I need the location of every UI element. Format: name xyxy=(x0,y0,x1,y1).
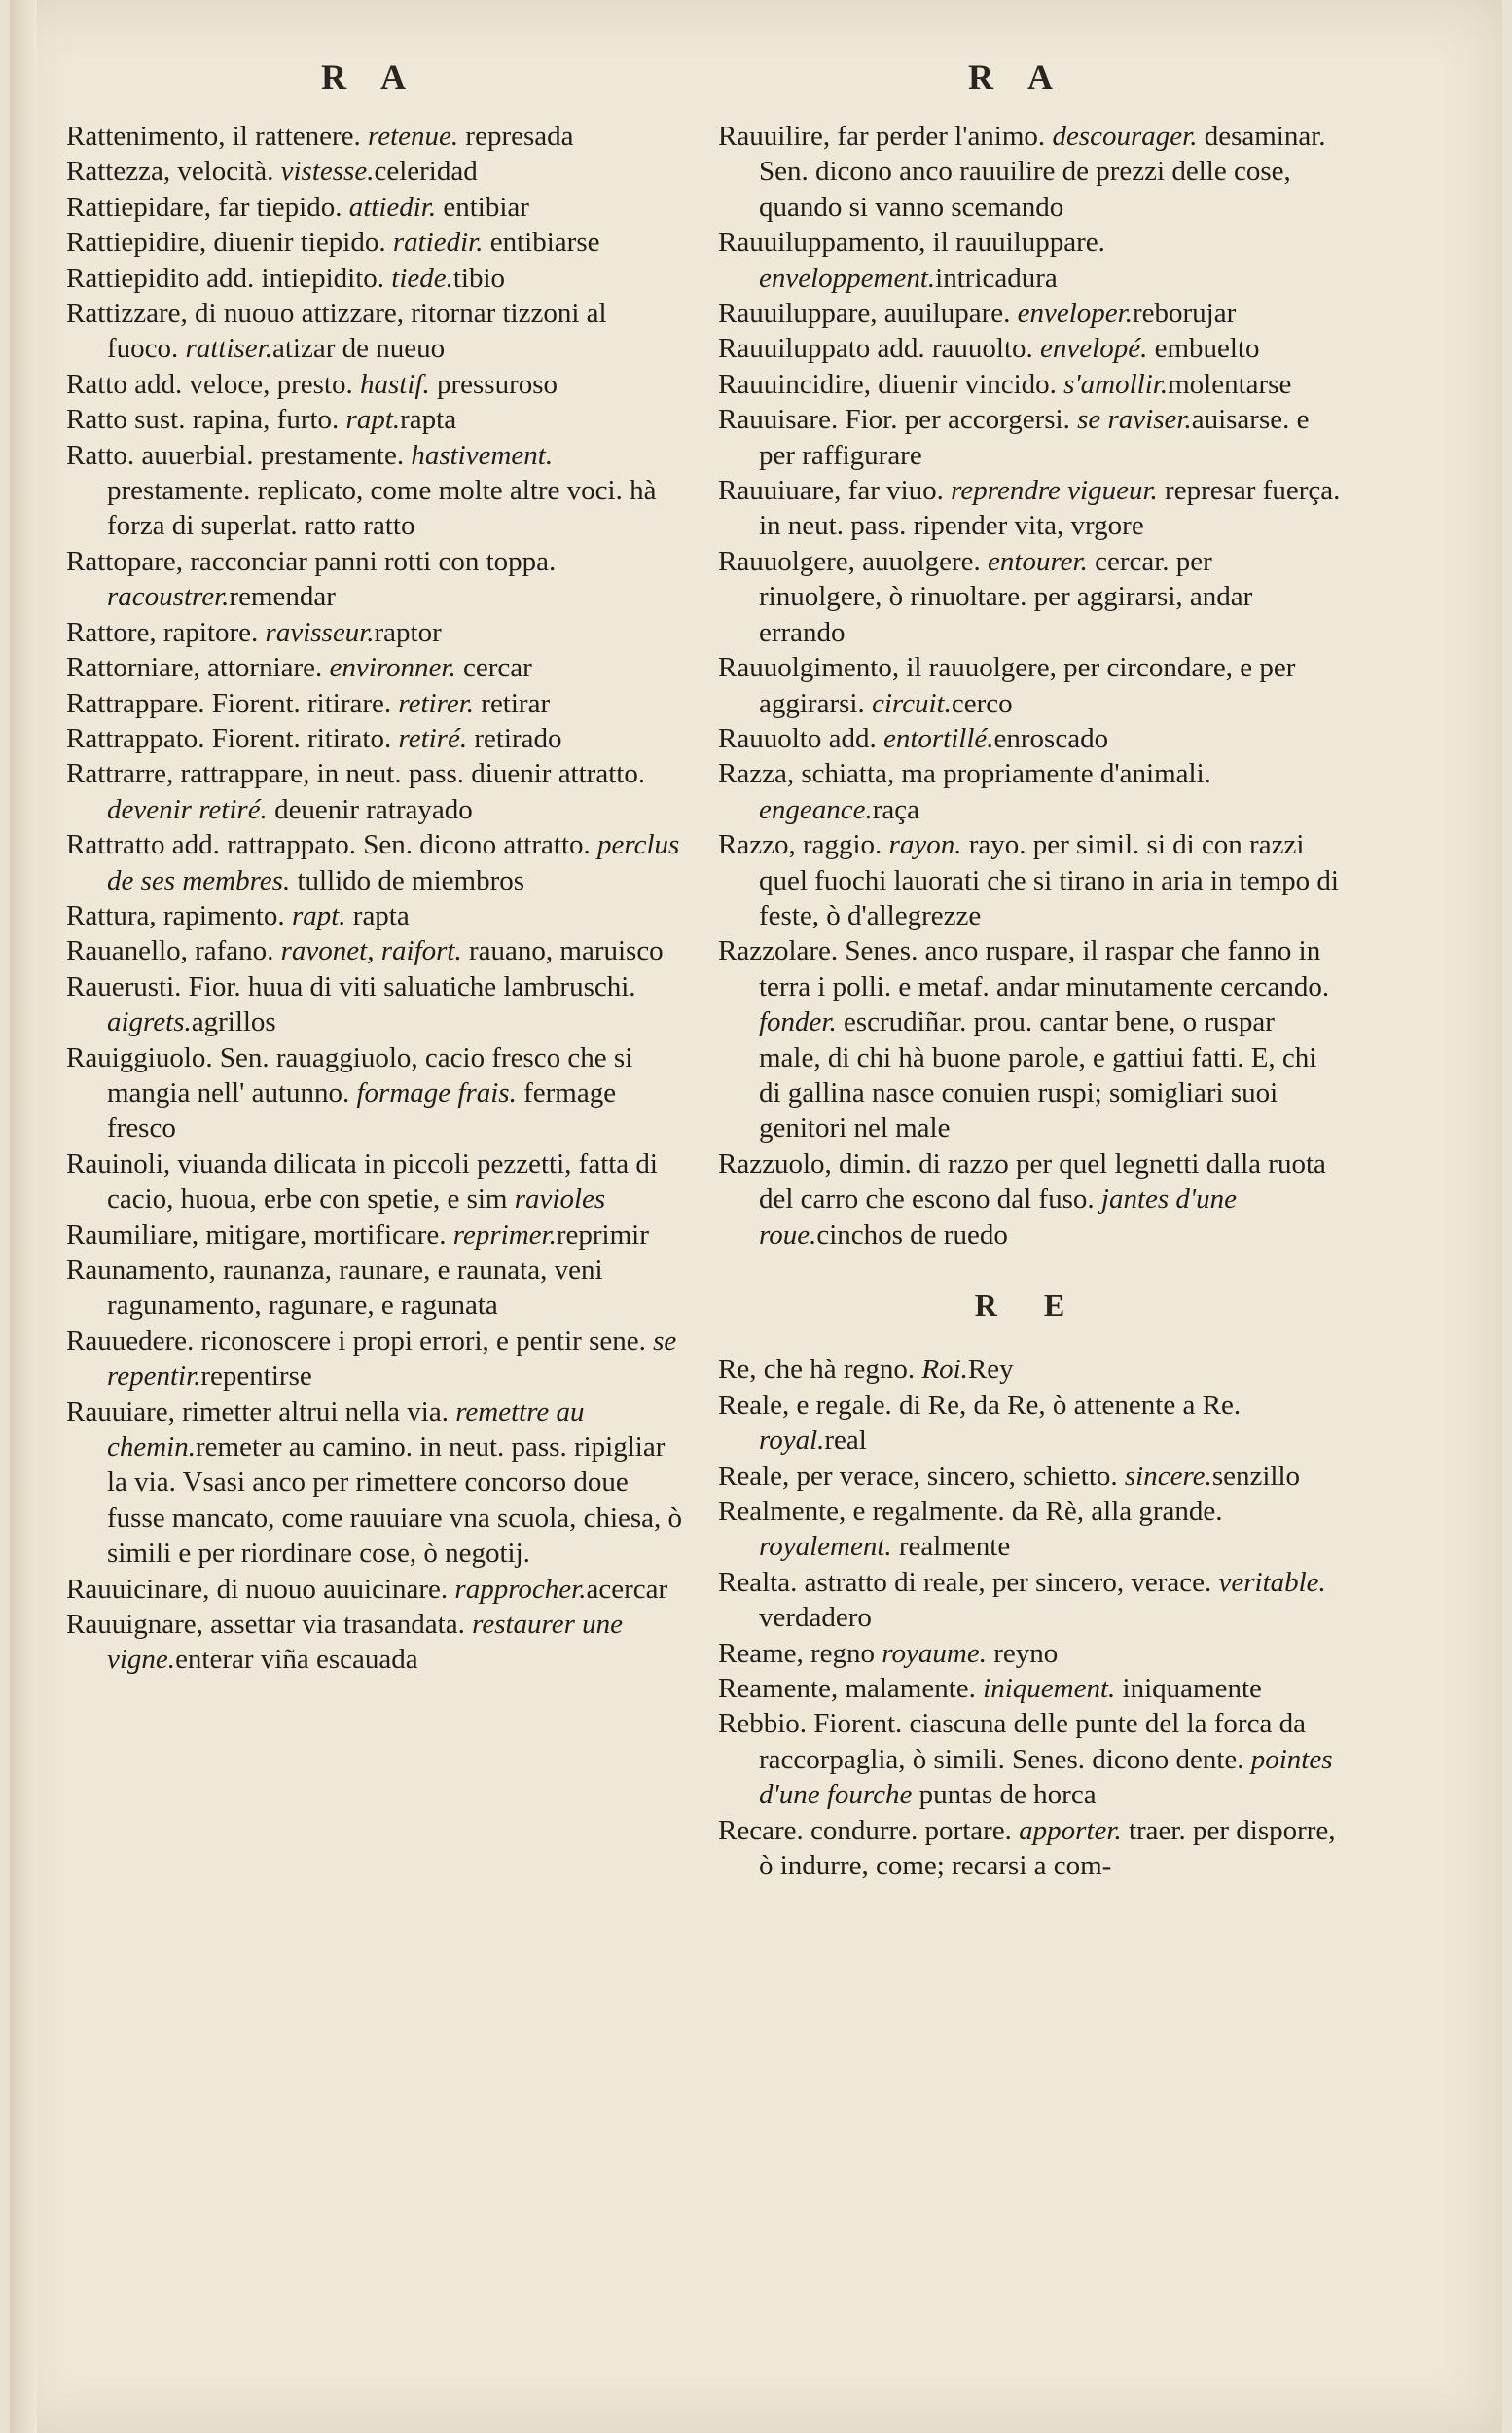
dictionary-entry xyxy=(66,933,685,968)
dictionary-entry xyxy=(66,544,685,615)
entry-gloss-text: senzillo xyxy=(1211,1460,1301,1492)
entry-headword-text: Rauuiluppamento, il rauuiluppare. xyxy=(718,227,1105,259)
dictionary-entry xyxy=(718,1636,1341,1671)
french-gloss: rayon. xyxy=(888,829,962,861)
entry-headword-text: Rauiggiuolo. Sen. rauaggiuolo, cacio fresco che si mangia nell' autunno. xyxy=(66,1041,633,1108)
entry-gloss-text: raptor xyxy=(374,616,442,648)
french-gloss: pointes d'une fourche xyxy=(759,1743,1333,1811)
french-gloss: royaume. xyxy=(882,1637,987,1669)
dictionary-entry xyxy=(66,190,685,225)
entry-headword-text: Reamente, malamente. xyxy=(718,1673,984,1705)
left-column xyxy=(66,119,685,1678)
entry-gloss-text: enroscado xyxy=(993,722,1109,754)
dictionary-entry xyxy=(66,119,685,154)
entry-headword-text: Razzo, raggio. xyxy=(718,829,889,861)
dictionary-entry xyxy=(66,1217,685,1253)
entry-gloss-text: real xyxy=(824,1425,867,1457)
entry-gloss-text: reyno xyxy=(986,1637,1059,1669)
entry-gloss-text: reborujar xyxy=(1133,298,1237,330)
entry-headword-text: Razza, schiatta, ma propriamente d'animali. xyxy=(718,758,1211,790)
dictionary-entry xyxy=(66,650,685,685)
french-gloss: formage frais. xyxy=(356,1076,517,1108)
entry-gloss-text: rayo. per simil. si di con razzi quel fuochi lauorati che si tirano in aria in tempo di feste, ò d'allegrezze xyxy=(759,829,1339,931)
dictionary-entry xyxy=(718,331,1341,366)
entry-headword-text: Rattrarre, rattrappare, in neut. pass. diuenir attratto. xyxy=(66,758,646,790)
entry-headword-text: Rauuiuare, far viuo. xyxy=(718,475,952,507)
entry-headword-text: Recare. condurre. portare. xyxy=(718,1814,1020,1846)
dictionary-entry xyxy=(718,650,1341,721)
entry-headword-text: Rauuedere. riconoscere i propi errori, e pentir sene. xyxy=(66,1325,654,1357)
entry-headword-text: Rauinoli, viuanda dilicata in piccoli pezzetti, fatta di cacio, huoua, erbe con spetie, e sim xyxy=(66,1147,658,1216)
french-gloss: retenue. xyxy=(368,121,459,152)
entry-headword-text: Rattrappare. Fiorent. ritirare. xyxy=(66,687,399,719)
dictionary-entry xyxy=(66,1572,685,1607)
french-gloss: rapt. xyxy=(345,404,401,436)
entry-gloss-text: repentirse xyxy=(200,1361,312,1393)
entry-headword-text: Reale, e regale. di Re, da Re, ò attenente a Re. xyxy=(718,1389,1242,1421)
french-gloss: se raviser. xyxy=(1077,404,1192,436)
dictionary-entry xyxy=(718,1813,1341,1884)
french-gloss: engeance. xyxy=(759,793,873,825)
dictionary-entry xyxy=(66,615,685,650)
entry-headword-text: Rauuiare, rimetter altrui nella via. xyxy=(66,1396,456,1428)
entry-headword-text: Raunamento, raunanza, raunare, e raunata, veni ragunamento, ragunare, e ragunata xyxy=(66,1254,603,1322)
french-gloss: hastivement. xyxy=(411,439,554,471)
french-gloss: devenir retiré. xyxy=(107,793,268,825)
dictionary-entry xyxy=(718,1352,1341,1387)
entry-gloss-text: represar fuerça. in neut. pass. ripender vita, vrgore xyxy=(759,475,1341,542)
dictionary-entry xyxy=(66,402,685,437)
entry-headword-text: Rauuignare, assettar via trasandata. xyxy=(66,1609,473,1641)
dictionary-entry xyxy=(718,1494,1341,1565)
entry-gloss-text: traer. per disporre, ò indurre, come; recarsi a com- xyxy=(759,1814,1336,1882)
french-gloss: hastif. xyxy=(360,368,430,400)
dictionary-entry xyxy=(718,721,1341,756)
french-gloss: remettre au chemin. xyxy=(107,1396,585,1464)
entry-headword-text: Rebbio. Fiorent. ciascuna delle punte del la forca da raccorpaglia, ò simili. Senes. dicono dente. xyxy=(718,1708,1306,1775)
entry-headword-text: Ratto sust. rapina, furto. xyxy=(66,404,346,436)
ra-entries xyxy=(718,119,1341,1253)
entry-headword-text: Re, che hà regno. xyxy=(718,1354,922,1386)
french-gloss: s'amollir. xyxy=(1063,368,1169,400)
french-gloss: aigrets. xyxy=(107,1006,192,1038)
french-gloss: jantes d'une roue. xyxy=(759,1183,1237,1251)
re-entries xyxy=(718,1352,1341,1883)
french-gloss: se repentir. xyxy=(107,1325,677,1393)
entry-headword-text: Reale, per verace, sincero, schietto. xyxy=(718,1460,1125,1492)
entry-gloss-text: agrillos xyxy=(191,1006,276,1038)
dictionary-entry xyxy=(66,1324,685,1395)
french-gloss: racoustrer. xyxy=(107,581,230,613)
entry-headword-text: Rauuolto add. xyxy=(718,722,883,754)
entry-gloss-text: remendar xyxy=(229,581,336,613)
entry-gloss-text: desaminar. Sen. dicono anco rauuilire de prezzi delle cose, quando si vanno scemando xyxy=(759,121,1326,223)
dictionary-entry xyxy=(718,827,1341,933)
dictionary-entry xyxy=(66,827,685,898)
entry-headword-text: Rattore, rapitore. xyxy=(66,616,266,648)
entry-gloss-text: raça xyxy=(872,793,920,825)
entry-headword-text: Rattizzare, di nuouo attizzare, ritornar tizzoni al fuoco. xyxy=(66,298,607,365)
entry-headword-text: Rattura, rapimento. xyxy=(66,899,292,931)
dictionary-entry xyxy=(718,933,1341,1145)
french-gloss: perclus de ses membres. xyxy=(107,829,680,896)
entry-headword-text: Rattiepidire, diuenir tiepido. xyxy=(66,227,393,259)
entry-headword-text: Raumiliare, mitigare, mortificare. xyxy=(66,1218,453,1251)
entry-gloss-text: iniquamente xyxy=(1115,1673,1262,1705)
entry-gloss-text: acercar xyxy=(586,1573,668,1605)
french-gloss: reprimer. xyxy=(452,1218,557,1251)
section-head-re: R E xyxy=(974,1288,1085,1323)
entry-gloss-text: tibio xyxy=(452,262,506,294)
entry-headword-text: Rattenimento, il rattenere. xyxy=(66,121,369,152)
entry-gloss-text: retirado xyxy=(467,722,562,754)
french-gloss: fonder. xyxy=(759,1006,837,1038)
entry-gloss-text: entibiarse xyxy=(483,227,600,259)
entry-gloss-text: atizar de nueuo xyxy=(271,333,446,365)
french-gloss: sincere. xyxy=(1124,1460,1212,1492)
dictionary-entry xyxy=(66,898,685,933)
dictionary-entry xyxy=(66,1253,685,1324)
french-gloss: ratiedir. xyxy=(392,227,484,259)
entry-gloss-text: enterar viña escauada xyxy=(175,1644,418,1676)
entry-gloss-text: fermage fresco xyxy=(107,1076,617,1144)
french-gloss: royalement. xyxy=(759,1531,892,1563)
entry-gloss-text: escrudiñar. prou. cantar bene, o ruspar male, di chi hà buone parole, e gattiui fatti. E, chi di gallina nasce conuien ruspi; somigliari suoi genitori nel male xyxy=(759,1006,1317,1144)
french-gloss: rattiser. xyxy=(185,333,272,365)
running-head-left: R A xyxy=(321,57,420,96)
entry-headword-text: Rauuiluppato add. rauuolto. xyxy=(718,333,1041,365)
entry-gloss-text: verdadero xyxy=(759,1602,872,1634)
dictionary-entry xyxy=(718,402,1341,473)
entry-headword-text: Rattorniare, attorniare. xyxy=(66,652,330,684)
dictionary-entry xyxy=(718,756,1341,827)
entry-gloss-text: cercar xyxy=(455,652,532,684)
dictionary-entry xyxy=(66,1040,685,1146)
french-gloss: veritable. xyxy=(1218,1566,1326,1598)
entry-headword-text: Rauuicinare, di nuouo auuicinare. xyxy=(66,1573,455,1605)
entry-gloss-text: cerco xyxy=(951,687,1013,719)
entry-headword-text: Rauerusti. Fior. huua di viti saluatiche lambruschi. xyxy=(66,970,636,1002)
dictionary-entry xyxy=(718,119,1341,225)
entry-gloss-text: celeridad xyxy=(374,156,478,188)
entry-gloss-text: cinchos de ruedo xyxy=(816,1218,1008,1251)
entry-gloss-text: intricadura xyxy=(935,262,1058,294)
french-gloss: ravisseur. xyxy=(265,616,375,648)
french-gloss: retirer. xyxy=(398,687,475,719)
dictionary-entry xyxy=(718,367,1341,402)
entry-headword-text: Rauuolgere, auuolgere. xyxy=(718,545,989,577)
entry-headword-text: Rattezza, velocità. xyxy=(66,156,281,188)
entry-gloss-text: reprimir xyxy=(556,1218,649,1251)
entry-headword-text: Rattiepidito add. intiepidito. xyxy=(66,262,392,294)
entry-headword-text: Rauuisare. Fior. per accorgersi. xyxy=(718,404,1078,436)
entry-gloss-text: retirar xyxy=(474,687,551,719)
french-gloss: ravonet, raifort. xyxy=(280,935,462,967)
dictionary-entry xyxy=(66,1146,685,1217)
entry-headword-text: Razzolare. Senes. anco ruspare, il raspar che fanno in terra i polli. e metaf. andar minutamente cercando. xyxy=(718,935,1330,1002)
dictionary-entry xyxy=(66,1395,685,1572)
dictionary-entry xyxy=(718,1388,1341,1459)
dictionary-entry xyxy=(718,1671,1341,1706)
entry-gloss-text: rauano, maruisco xyxy=(461,935,664,967)
french-gloss: circuit. xyxy=(871,687,952,719)
dictionary-entry xyxy=(66,756,685,827)
entry-gloss-text: tullido de miembros xyxy=(290,864,525,896)
french-gloss: retiré. xyxy=(398,722,468,754)
entry-gloss-text: deuenir ratrayado xyxy=(267,793,473,825)
french-gloss: entortillé. xyxy=(882,722,994,754)
dictionary-entry xyxy=(66,261,685,296)
entry-headword-text: Rauanello, rafano. xyxy=(66,935,281,967)
french-gloss: descourager. xyxy=(1052,121,1198,152)
dictionary-entry xyxy=(718,1459,1341,1494)
french-gloss: tiede. xyxy=(391,262,453,294)
dictionary-entry xyxy=(718,1146,1341,1253)
entry-headword-text: Ratto. auuerbial. prestamente. xyxy=(66,439,412,471)
french-gloss: environner. xyxy=(329,652,456,684)
dictionary-entry xyxy=(66,225,685,260)
dictionary-page xyxy=(10,0,1502,2433)
dictionary-entry xyxy=(66,154,685,189)
entry-headword-text: Rattrappato. Fiorent. ritirato. xyxy=(66,722,399,754)
entry-headword-text: Rattopare, racconciar panni rotti con toppa. xyxy=(66,545,557,577)
dictionary-entry xyxy=(66,686,685,721)
entry-headword-text: Reame, regno xyxy=(718,1637,882,1669)
dictionary-entry xyxy=(66,721,685,756)
right-column xyxy=(718,119,1341,1884)
entry-headword-text: Rauuiluppare, auuilupare. xyxy=(718,298,1018,330)
entry-headword-text: Rattratto add. rattrappato. Sen. dicono attratto. xyxy=(66,829,598,861)
french-gloss: enveloper. xyxy=(1017,298,1133,330)
french-gloss: ravioles xyxy=(514,1183,606,1216)
entry-headword-text: Rauuolgimento, il rauuolgere, per circondare, e per aggirarsi. xyxy=(718,652,1296,719)
entry-gloss-text: rapta xyxy=(345,899,410,931)
french-gloss: rapprocher. xyxy=(454,1573,587,1605)
dictionary-entry xyxy=(718,1706,1341,1812)
entry-gloss-text: rapta xyxy=(400,404,457,436)
dictionary-entry xyxy=(66,969,685,1040)
entry-headword-text: Ratto add. veloce, presto. xyxy=(66,368,360,400)
dictionary-entry xyxy=(66,367,685,402)
entry-headword-text: Realmente, e regalmente. da Rè, alla grande. xyxy=(718,1496,1223,1528)
entry-gloss-text: puntas de horca xyxy=(912,1779,1097,1811)
dictionary-entry xyxy=(718,296,1341,331)
entry-gloss-text: entibiar xyxy=(436,191,529,223)
dictionary-entry xyxy=(66,1607,685,1678)
entry-gloss-text: embuelto xyxy=(1147,333,1260,365)
french-gloss: Roi. xyxy=(921,1354,968,1386)
entry-gloss-text: remeter au camino. in neut. pass. ripigliar la via. Vsasi anco per rimettere concorso doue fusse mancato, come rauuiare vna scuola, chiesa, ò simili e per riordinare cose, ò negotij. xyxy=(107,1432,683,1570)
french-gloss: envelopé. xyxy=(1040,333,1148,365)
dictionary-entry xyxy=(718,1565,1341,1636)
entry-gloss-text: cercar. per rinuolgere, ò rinuoltare. per aggirarsi, andar errando xyxy=(759,545,1253,648)
entry-headword-text: Realta. astratto di reale, per sincero, verace. xyxy=(718,1566,1219,1598)
entry-gloss-text: represada xyxy=(458,121,574,152)
running-head-right: R A xyxy=(968,57,1067,96)
dictionary-entry xyxy=(66,296,685,367)
french-gloss: restaurer une vigne. xyxy=(107,1609,624,1676)
dictionary-entry xyxy=(718,473,1341,544)
binding-gutter xyxy=(10,0,37,2433)
french-gloss: apporter. xyxy=(1019,1814,1122,1846)
dictionary-entry xyxy=(718,225,1341,296)
entry-gloss-text: pressuroso xyxy=(429,368,558,400)
french-gloss: royal. xyxy=(759,1425,825,1457)
dictionary-entry xyxy=(66,438,685,544)
french-gloss: rapt. xyxy=(291,899,346,931)
entry-gloss-text: realmente xyxy=(891,1531,1011,1563)
entry-gloss-text: prestamente. replicato, come molte altre voci. hà forza di superlat. ratto ratto xyxy=(107,475,657,542)
entry-headword-text: Rattiepidare, far tiepido. xyxy=(66,191,349,223)
french-gloss: iniquement. xyxy=(983,1673,1116,1705)
entry-gloss-text: molentarse xyxy=(1168,368,1292,400)
french-gloss: reprendre vigueur. xyxy=(951,475,1158,507)
french-gloss: vistesse. xyxy=(280,156,375,188)
entry-gloss-text: Rey xyxy=(967,1354,1014,1386)
dictionary-entry xyxy=(718,544,1341,650)
entry-gloss-text: auisarse. e per raffigurare xyxy=(759,404,1310,471)
french-gloss: enveloppement. xyxy=(759,262,936,294)
entry-headword-text: Razzuolo, dimin. di razzo per quel legnetti dalla ruota del carro che escono dal fuso. xyxy=(718,1147,1326,1216)
french-gloss: attiedir. xyxy=(348,191,437,223)
french-gloss: entourer. xyxy=(988,545,1088,577)
entry-headword-text: Rauuilire, far perder l'animo. xyxy=(718,121,1053,152)
entry-headword-text: Rauuincidire, diuenir vincido. xyxy=(718,368,1064,400)
